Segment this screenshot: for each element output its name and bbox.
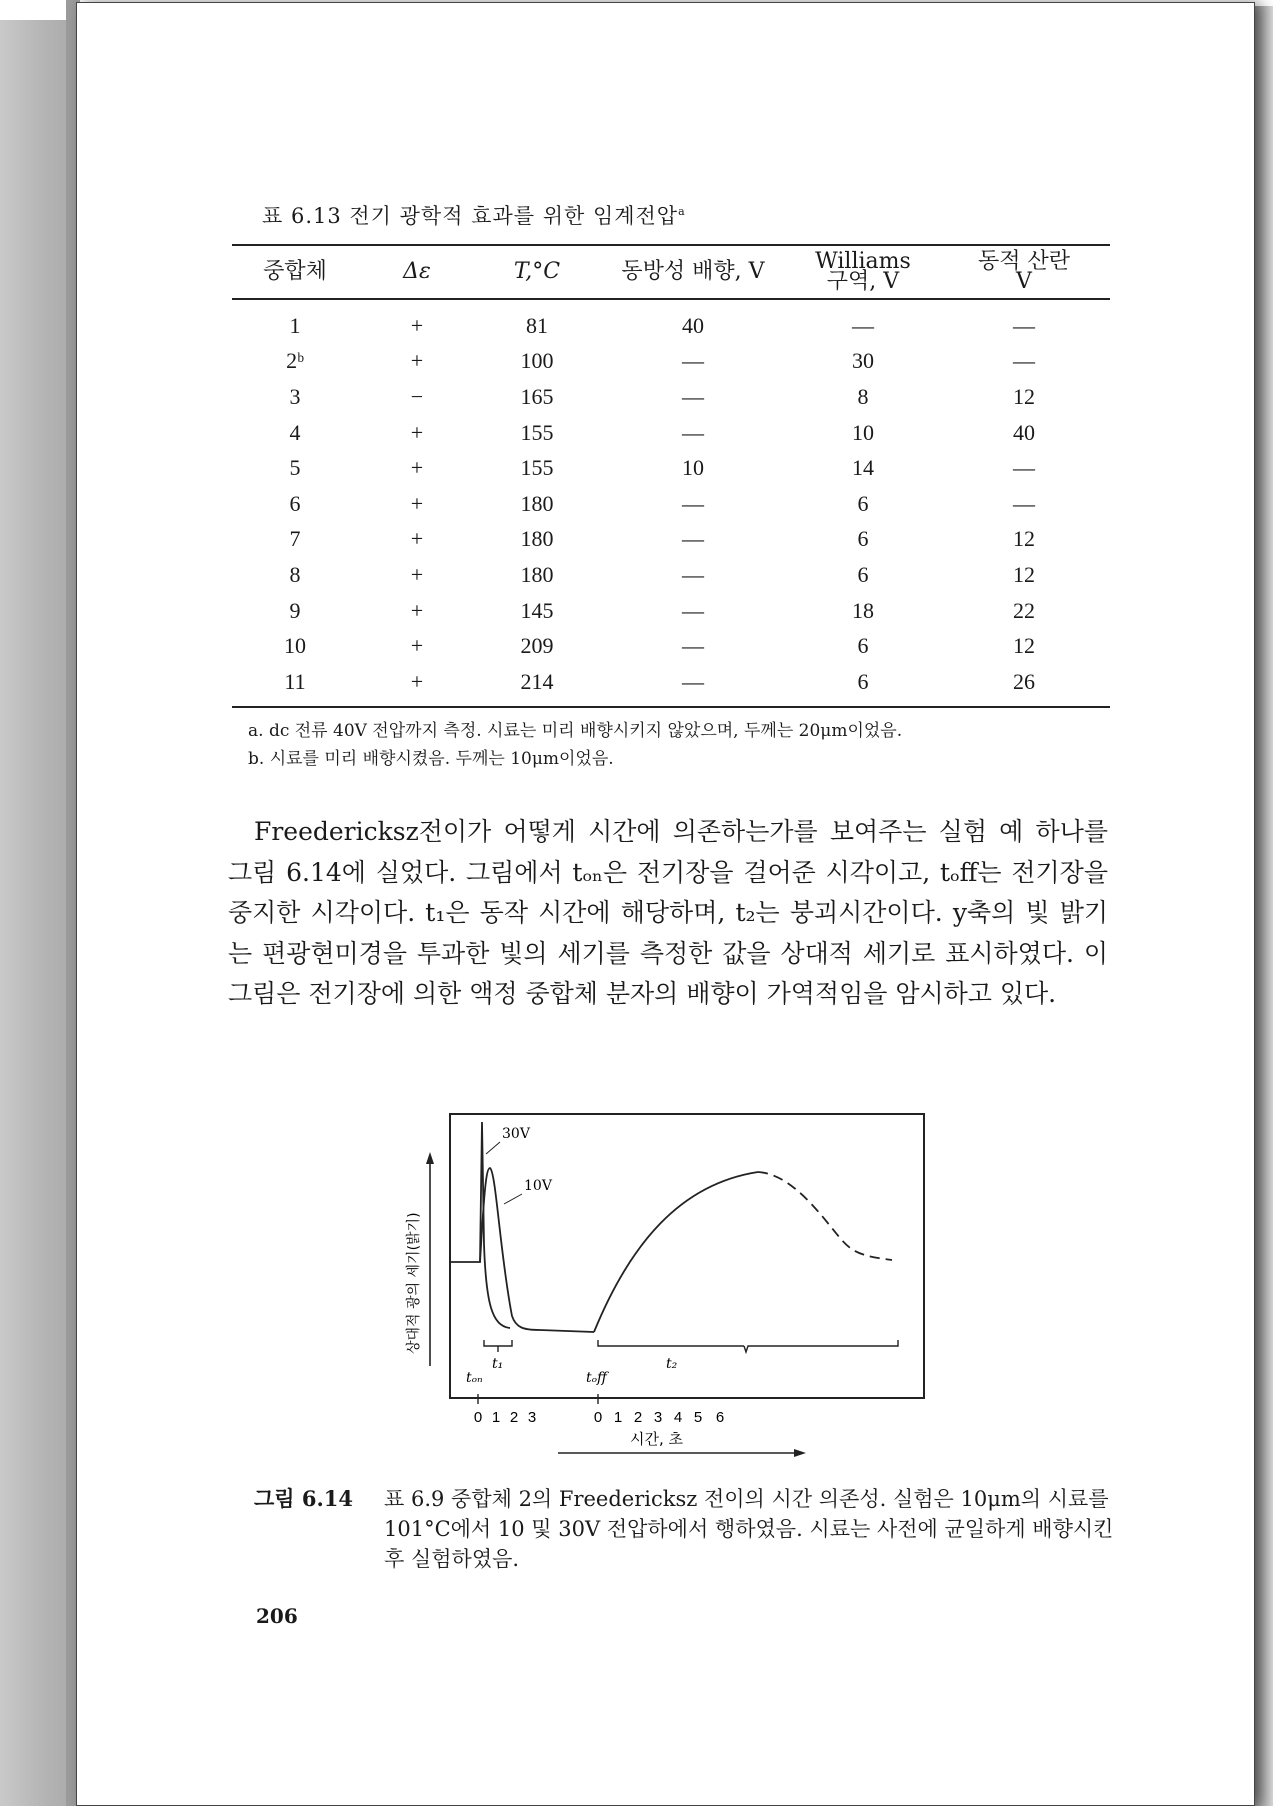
table-row [232, 664, 1110, 707]
header-dynamic [938, 245, 1110, 299]
table-row [232, 344, 1110, 380]
leader-10v [504, 1194, 522, 1204]
tick-off-5: 5 [693, 1409, 703, 1426]
table-row [232, 450, 1110, 486]
cell-compound: 3 [289, 383, 301, 409]
tick-on-1: 1 [491, 1409, 501, 1426]
header-dynamic-line2: V [1016, 269, 1032, 294]
cell-dynamic: 12 [1013, 633, 1035, 659]
cell-compound: 5 [289, 455, 301, 481]
cell-temp: 180 [520, 526, 554, 552]
cell-isotropic: — [682, 490, 704, 516]
x-axis-label: 시간, 초 [630, 1430, 684, 1448]
cell-williams: — [852, 312, 874, 338]
header-delta-eps: Δε [403, 259, 431, 284]
tick-off-3: 3 [653, 1409, 663, 1426]
tick-on-2: 2 [509, 1409, 519, 1426]
cell-delta-eps: + [410, 633, 424, 659]
cell-isotropic: — [682, 348, 704, 374]
cell-williams: 6 [857, 633, 869, 659]
table-row [232, 593, 1110, 629]
cell-compound: 11 [284, 668, 306, 694]
cell-temp: 209 [520, 633, 554, 659]
page-number: 206 [256, 1604, 298, 1628]
header-compound: 중합체 [263, 259, 327, 284]
figure-caption-label: 그림 6.14 [254, 1486, 354, 1511]
cell-williams: 14 [852, 455, 874, 481]
cell-delta-eps: + [410, 561, 424, 587]
brace-t2 [598, 1340, 898, 1352]
curve-recovery-dashed [758, 1172, 892, 1260]
cell-compound: 8 [289, 561, 301, 587]
cell-compound: 1 [289, 312, 301, 338]
cell-dynamic: — [1013, 348, 1035, 374]
cell-compound: 7 [289, 526, 301, 552]
tick-off-1: 1 [613, 1409, 623, 1426]
footnote-b: b. 시료를 미리 배향시켰음. 두께는 10μm이었음. [248, 749, 614, 769]
cell-isotropic: 10 [682, 455, 704, 481]
table-row [232, 522, 1110, 558]
curve-30v [450, 1122, 510, 1328]
cell-williams: 6 [857, 561, 869, 587]
header-isotropic: 동방성 배향, V [621, 259, 765, 284]
brace-t1 [484, 1340, 512, 1352]
cell-isotropic: 40 [682, 312, 704, 338]
cell-temp: 100 [520, 348, 554, 374]
cell-dynamic: — [1013, 312, 1035, 338]
label-30v: 30V [502, 1126, 530, 1142]
cell-williams: 8 [857, 383, 869, 409]
cell-compound: 9 [289, 597, 301, 623]
cell-isotropic: — [682, 668, 704, 694]
cell-delta-eps: + [410, 455, 424, 481]
cell-compound: 4 [289, 419, 301, 445]
cell-dynamic: 12 [1013, 383, 1035, 409]
cell-compound: 10 [284, 633, 306, 659]
table-row [232, 379, 1110, 415]
label-t2: t₂ [666, 1356, 678, 1372]
cell-williams: 10 [852, 419, 874, 445]
cell-delta-eps: + [410, 490, 424, 516]
table-caption: 표 6.13 전기 광학적 효과를 위한 임계전압$^a$ [262, 204, 686, 228]
cell-isotropic: — [682, 383, 704, 409]
tick-off-0: 0 [593, 1409, 603, 1426]
cell-isotropic: — [682, 597, 704, 623]
cell-isotropic: — [682, 633, 704, 659]
cell-williams: 18 [852, 597, 874, 623]
header-temp: T,°C [513, 259, 561, 284]
tick-off-2: 2 [633, 1409, 643, 1426]
cell-temp: 165 [520, 383, 554, 409]
y-axis-label: 상대적 광의 세기(밝기) [406, 1212, 422, 1354]
label-t-on: tₒₙ [466, 1370, 483, 1386]
cell-temp: 81 [526, 312, 548, 338]
cell-delta-eps: + [410, 668, 424, 694]
cell-compound: 2ᵇ [286, 348, 304, 374]
table-row [232, 299, 1110, 344]
cell-temp: 214 [520, 668, 554, 694]
cell-dynamic: 40 [1013, 419, 1035, 445]
cell-williams: 6 [857, 490, 869, 516]
figure-6-14-plot [400, 1104, 940, 1460]
table-row [232, 628, 1110, 664]
cell-isotropic: — [682, 561, 704, 587]
cell-temp: 145 [520, 597, 554, 623]
cell-delta-eps: + [410, 419, 424, 445]
cell-isotropic: — [682, 419, 704, 445]
cell-temp: 155 [520, 455, 554, 481]
tick-on-0: 0 [473, 1409, 483, 1426]
label-t1: t₁ [492, 1356, 504, 1372]
y-axis-arrowhead [426, 1152, 434, 1164]
page-shadow [1253, 6, 1273, 1806]
cell-temp: 155 [520, 419, 554, 445]
body-paragraph-container [228, 812, 1108, 1015]
plot-frame [450, 1114, 924, 1398]
header-williams-line1: Williams [815, 249, 911, 274]
cell-delta-eps: + [410, 348, 424, 374]
tick-off-6: 6 [715, 1409, 725, 1426]
cell-temp: 180 [520, 490, 554, 516]
cell-compound: 6 [289, 490, 301, 516]
cell-williams: 6 [857, 526, 869, 552]
cell-dynamic: 12 [1013, 561, 1035, 587]
cell-delta-eps: + [410, 526, 424, 552]
tick-on-3: 3 [527, 1409, 537, 1426]
x-axis-arrowhead [794, 1449, 806, 1457]
cell-delta-eps: + [410, 312, 424, 338]
cell-dynamic: 22 [1013, 597, 1035, 623]
cell-dynamic: 12 [1013, 526, 1035, 552]
table-row [232, 557, 1110, 593]
cell-isotropic: — [682, 526, 704, 552]
cell-dynamic: 26 [1013, 668, 1035, 694]
cell-williams: 6 [857, 668, 869, 694]
figure-caption-text: 표 6.9 중합체 2의 Freedericksz 전이의 시간 의존성. 실험은 10μm의 시료를 101°C에서 10 및 30V 전압하에서 행하였음. 시료는 사전에 균일하게 배향시킨 후 실험하였음. [384, 1487, 1114, 1571]
leader-30v [486, 1142, 500, 1154]
cell-temp: 180 [520, 561, 554, 587]
cell-delta-eps: + [410, 597, 424, 623]
cell-dynamic: — [1013, 455, 1035, 481]
table-row [232, 415, 1110, 451]
figure-caption [254, 1484, 1114, 1571]
cell-delta-eps: − [410, 383, 424, 409]
cell-dynamic: — [1013, 490, 1035, 516]
table-header-row [232, 245, 1110, 299]
header-williams [788, 245, 938, 299]
cell-williams: 30 [852, 348, 874, 374]
body-paragraph: Freedericksz전이가 어떻게 시간에 의존하는가를 보여주는 실험 예 하나를 그림 6.14에 실었다. 그림에서 tₒₙ은 전기장을 걸어준 시각이고, tₒff는 전기장을 중지한 시각이다. t₁은 동작 시간에 해당하며, t₂는 붕괴시간이다. y축의 빛 밝기는 편광현미경을 투과한 빛의 세기를 측정한 값을 상대적 세기로 표시하였다. 이 그림은 전기장에 의한 액정 중합체 분자의 배향이 가역적임을 암시하고 있다. [228, 817, 1108, 1008]
curve-recovery-solid [594, 1172, 758, 1332]
header-williams-line2: 구역, V [826, 269, 900, 294]
table-row [232, 486, 1110, 522]
header-dynamic-line1: 동적 산란 [977, 249, 1070, 274]
footnote-a: a. dc 전류 40V 전압까지 측정. 시료는 미리 배향시키지 않았으며, 두께는 20μm이었음. [248, 721, 903, 741]
label-t-off: tₒff [586, 1370, 607, 1386]
threshold-voltage-table [232, 244, 1110, 708]
tick-off-4: 4 [673, 1409, 683, 1426]
label-10v: 10V [524, 1178, 552, 1194]
